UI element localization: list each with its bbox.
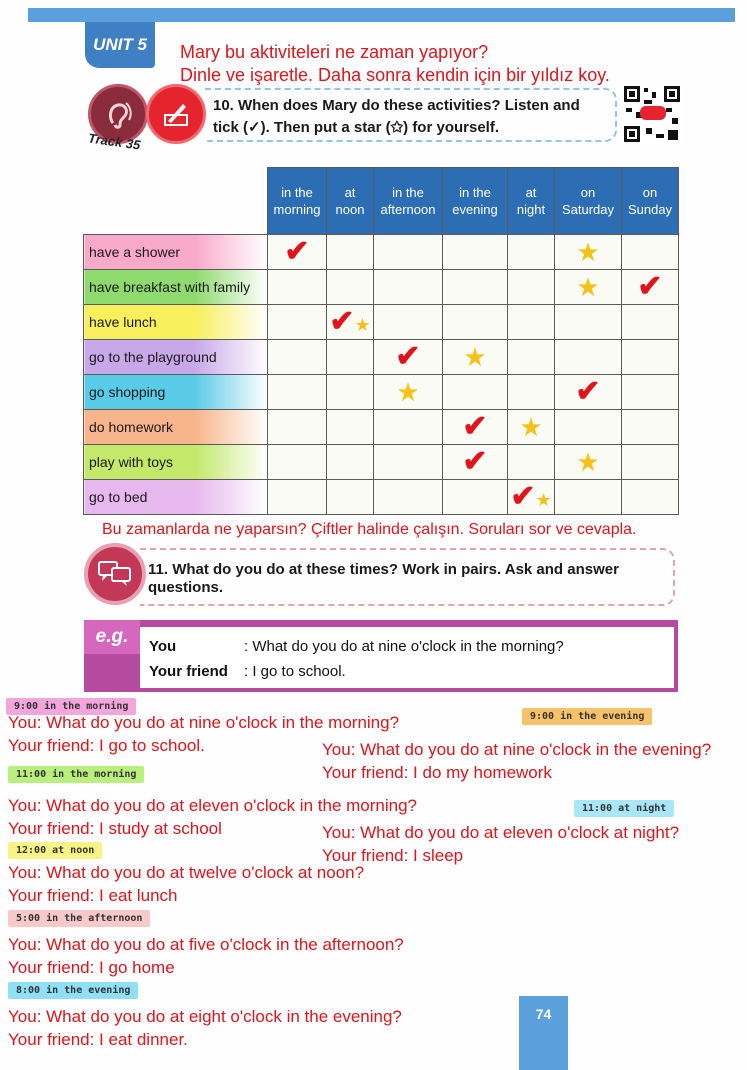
star-icon: ★ [535,489,552,510]
table-cell[interactable] [443,270,508,305]
time-highlight: 9:00 in the evening [522,708,652,725]
table-cell[interactable] [327,445,374,480]
table-cell[interactable] [555,480,622,515]
answer-reply: Your friend: I go to school. [8,736,205,755]
exercise-10-line2: tick (✓). Then put a star (✩) for yourself. [213,119,499,136]
tick-icon: ✔ [462,410,488,443]
table-cell[interactable] [555,340,622,375]
exercise-10-line1: 10. When does Mary do these activities? Listen and [213,97,580,114]
table-cell[interactable] [508,375,555,410]
table-row [84,480,679,515]
table-cell[interactable] [508,270,555,305]
table-cell[interactable] [443,410,508,445]
table-row [84,375,679,410]
table-cell[interactable] [443,375,508,410]
time-highlight: 5:00 in the afternoon [8,910,150,927]
example-tag: e.g. [84,620,140,654]
star-icon: ★ [396,376,420,407]
tick-icon: ✔ [329,304,355,338]
table-row [84,305,679,340]
table-cell[interactable] [327,410,374,445]
answer-question: You: What do you do at eleven o'clock in the morning? [8,796,417,815]
activity-label: do homework [84,410,268,445]
activity-label: play with toys [84,445,268,480]
table-cell[interactable] [268,480,327,515]
unit-label: UNIT 5 [85,22,155,68]
write-icon [146,84,206,144]
table-cell[interactable] [443,235,508,270]
col-header: in the morning [268,168,327,235]
table-cell[interactable] [374,235,443,270]
tick-icon: ✔ [462,445,488,478]
table-cell[interactable] [327,270,374,305]
tick-icon: ✔ [395,340,421,373]
track-label: Track 35 [87,130,142,153]
answer-reply: Your friend: I do my homework [322,763,552,782]
col-header: in the evening [443,168,508,235]
table-cell[interactable] [622,270,679,305]
time-highlight: 11:00 in the morning [8,766,144,783]
translation-11: Bu zamanlarda ne yaparsın? Çiftler halinde çalışın. Soruları sor ve cevapla. [102,521,637,538]
table-cell[interactable] [327,480,374,515]
star-icon: ★ [576,271,600,302]
table-cell[interactable] [508,305,555,340]
table-cell[interactable] [443,340,508,375]
table-cell[interactable] [327,375,374,410]
tick-icon: ✔ [575,375,601,408]
answer-reply: Your friend: I eat dinner. [8,1030,188,1049]
star-icon: ★ [576,236,600,267]
table-cell[interactable] [555,375,622,410]
example-line-friend: Your friend : I go to school. [149,663,346,680]
qr-code-icon[interactable] [622,84,682,144]
table-cell[interactable] [374,340,443,375]
answer-reply: Your friend: I sleep [322,846,464,865]
answer-question: You: What do you do at nine o'clock in the morning? [8,713,400,732]
table-cell[interactable] [268,340,327,375]
tick-icon: ✔ [510,479,536,513]
activity-label: go to bed [84,480,268,515]
table-cell[interactable] [555,410,622,445]
top-bar [28,8,735,22]
table-cell[interactable] [327,305,374,340]
table-cell[interactable] [622,445,679,480]
time-highlight: 12:00 at noon [8,842,102,859]
table-row [84,410,679,445]
table-cell[interactable] [508,445,555,480]
table-cell[interactable] [508,480,555,515]
table-cell[interactable] [374,375,443,410]
table-cell[interactable] [508,235,555,270]
table-cell[interactable] [268,410,327,445]
answer-question: You: What do you do at eight o'clock in the evening? [8,1007,402,1026]
star-icon: ★ [354,314,371,335]
table-row [84,270,679,305]
table-cell[interactable] [508,340,555,375]
table-cell[interactable] [443,305,508,340]
table-cell[interactable] [555,270,622,305]
col-header: on Sunday [622,168,679,235]
answer-reply: Your friend: I study at school [8,819,222,838]
table-cell[interactable] [268,375,327,410]
table-cell[interactable] [622,480,679,515]
time-highlight: 8:00 in the evening [8,982,138,999]
speech-bubbles-icon [84,543,146,605]
answer-reply: Your friend: I eat lunch [8,886,178,905]
exercise-11-line1: 11. What do you do at these times? Work in pairs. Ask and answer [148,561,619,578]
activity-label: go shopping [84,375,268,410]
activity-label: go to the playground [84,340,268,375]
col-header: at night [508,168,555,235]
answer-question: You: What do you do at eleven o'clock at night? [322,823,680,842]
table-row [84,340,679,375]
table-cell[interactable] [374,410,443,445]
table-cell[interactable] [327,235,374,270]
answer-question: You: What do you do at twelve o'clock at noon? [8,863,365,882]
time-highlight: 11:00 at night [574,800,674,817]
star-icon: ★ [576,446,600,477]
table-cell[interactable] [268,270,327,305]
translation-10-line2: Dinle ve işaretle. Daha sonra kendin için bir yıldız koy. [180,65,610,85]
col-header: at noon [327,168,374,235]
table-cell[interactable] [555,235,622,270]
table-cell[interactable] [622,375,679,410]
table-cell[interactable] [374,445,443,480]
table-row [84,445,679,480]
table-cell[interactable] [327,340,374,375]
activity-label: have lunch [84,305,268,340]
table-cell[interactable] [268,445,327,480]
table-cell[interactable] [622,235,679,270]
translation-10-line1: Mary bu aktiviteleri ne zaman yapıyor? [180,42,489,62]
table-cell[interactable] [268,235,327,270]
table-cell[interactable] [508,410,555,445]
table-cell[interactable] [443,445,508,480]
activity-label: have breakfast with family [84,270,268,305]
table-row [84,235,679,270]
activity-table [83,167,679,515]
table-cell[interactable] [268,305,327,340]
answer-reply: Your friend: I go home [8,958,175,977]
table-cell[interactable] [555,305,622,340]
time-highlight: 9:00 in the morning [6,698,136,715]
table-cell[interactable] [622,340,679,375]
table-cell[interactable] [555,445,622,480]
page-number: 74 [519,996,568,1070]
table-cell[interactable] [443,480,508,515]
star-icon: ★ [463,341,487,372]
activity-label: have a shower [84,235,268,270]
example-line-you: You : What do you do at nine o'clock in the morning? [149,638,564,655]
exercise-11-line2: questions. [148,579,224,596]
col-header: in the afternoon [374,168,443,235]
table-cell[interactable] [622,410,679,445]
table-cell[interactable] [374,305,443,340]
table-corner [84,168,268,235]
table-cell[interactable] [374,480,443,515]
tick-icon: ✔ [284,235,310,268]
tick-icon: ✔ [637,270,663,303]
star-icon: ★ [519,411,543,442]
col-header: on Saturday [555,168,622,235]
answer-question: You: What do you do at nine o'clock in the evening? [322,740,712,759]
table-cell[interactable] [622,305,679,340]
table-cell[interactable] [374,270,443,305]
answer-question: You: What do you do at five o'clock in the afternoon? [8,935,404,954]
